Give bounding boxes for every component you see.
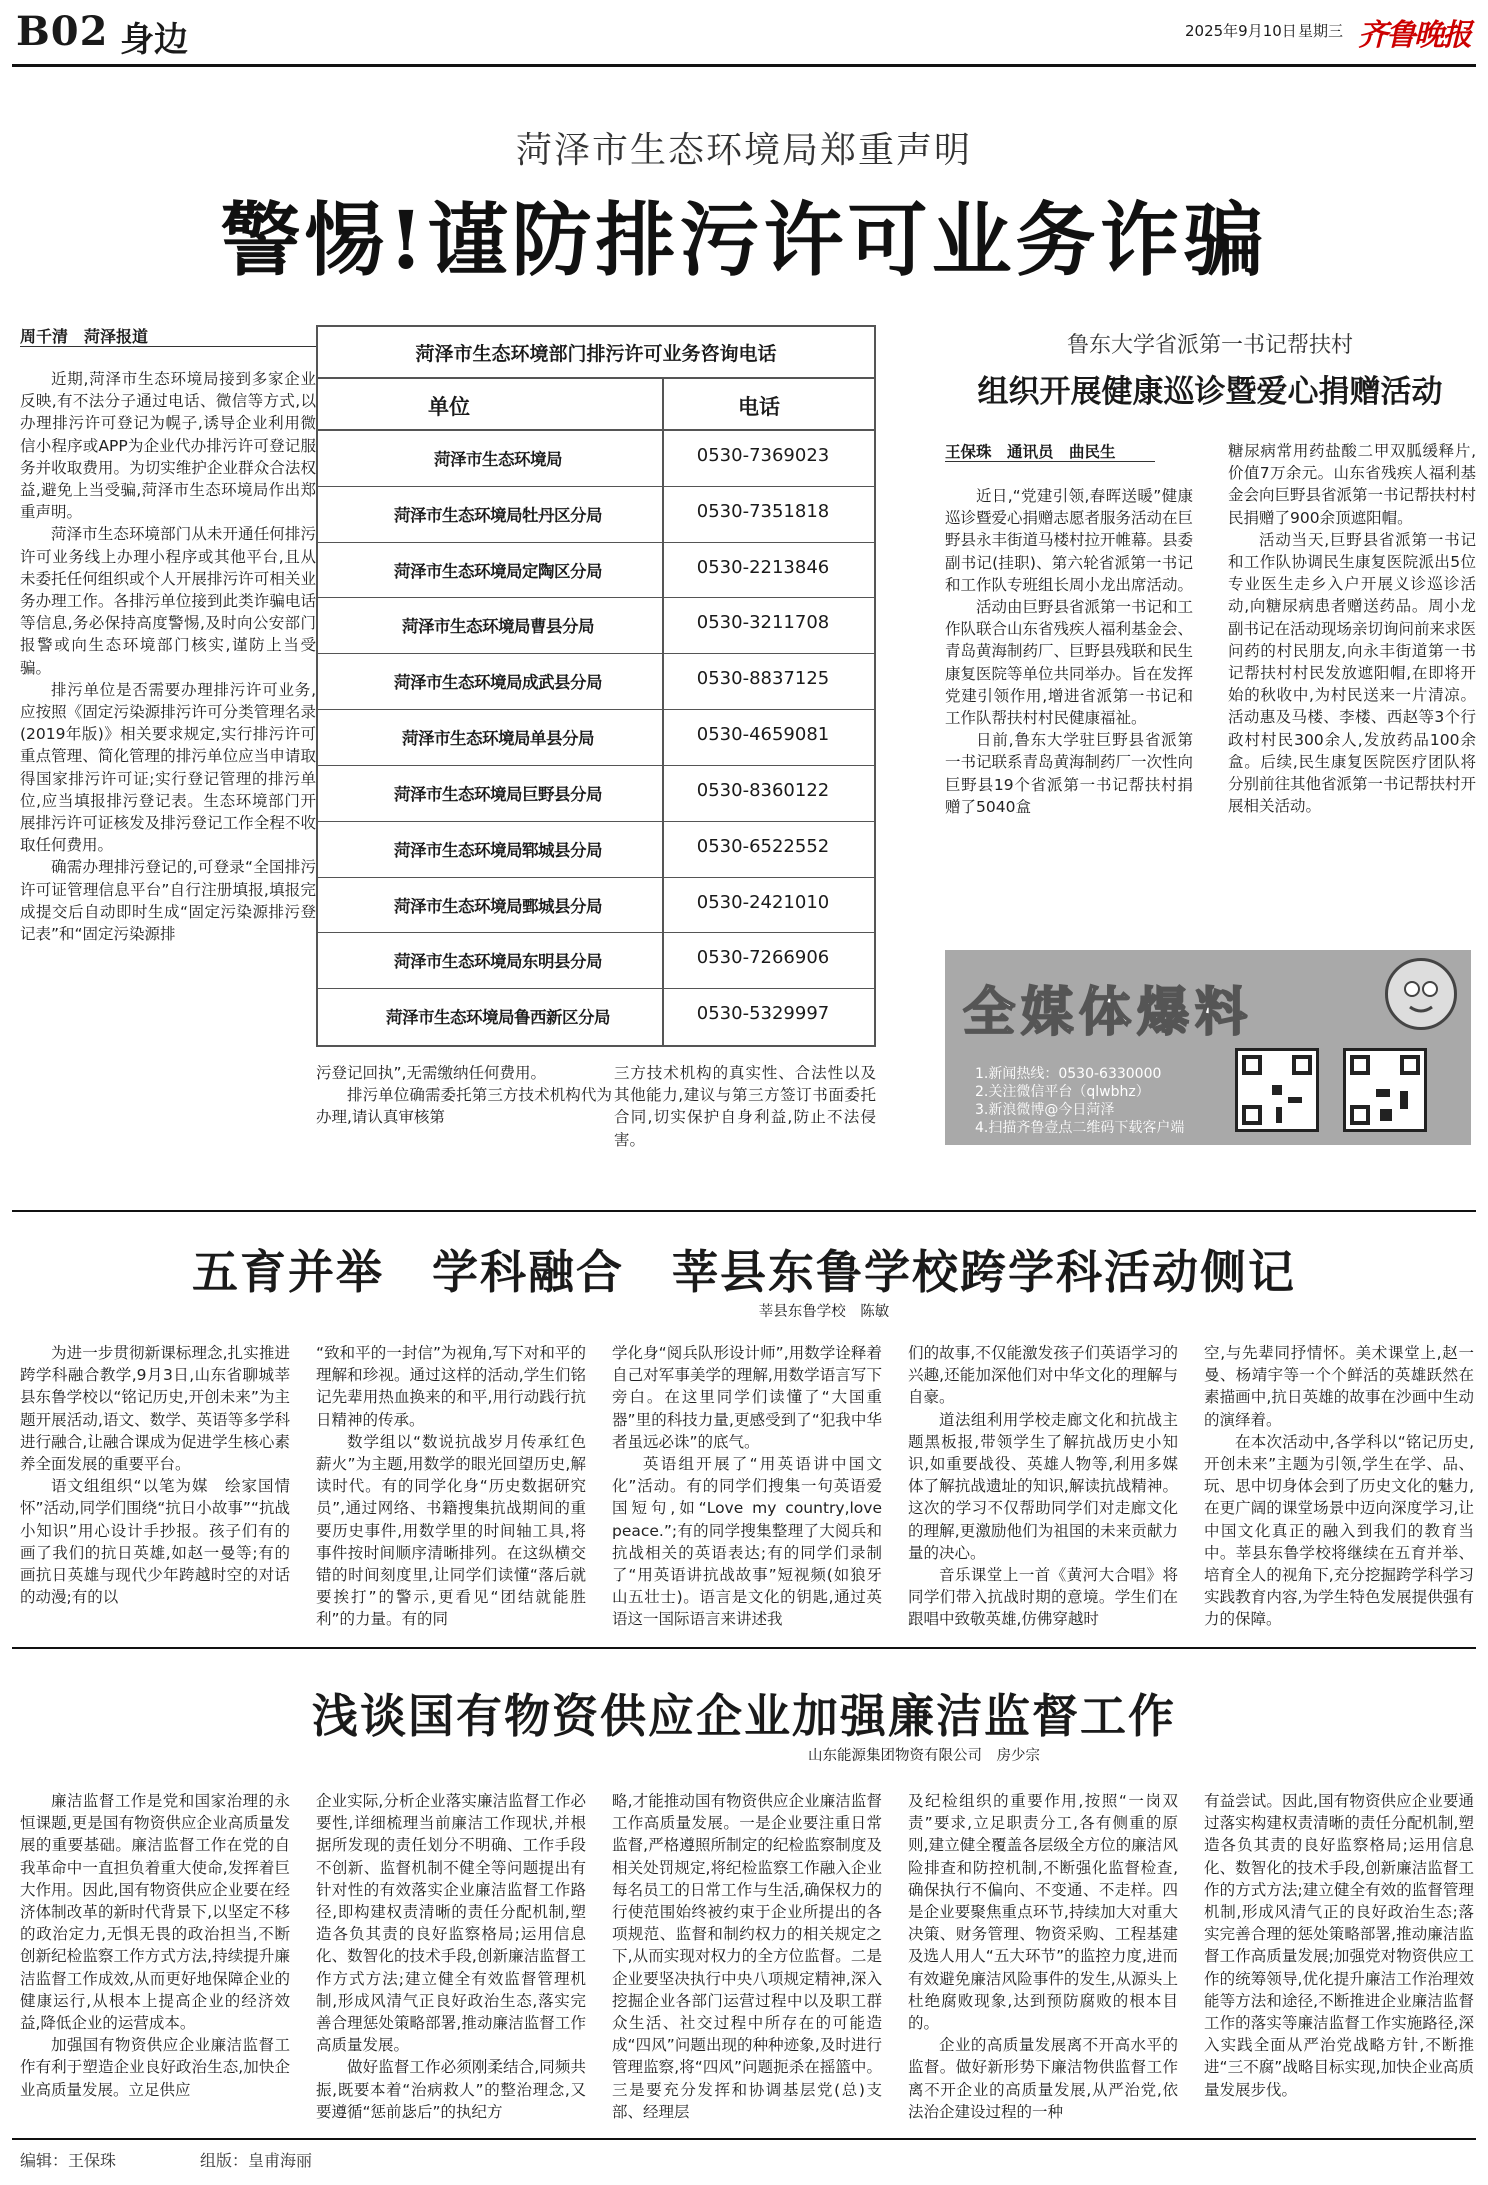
article1-title: 警惕!谨防排污许可业务诈骗 (220, 193, 1268, 287)
paragraph: 数学组以“数说抗战岁月传承红色薪火”为主题,用数学的眼光回望历史,解读时代。有的同学化身“历史数据研究员”,通过网络、书籍搜集抗战期间的重要历史事件,用数学里的时间轴工具,将事件按时间顺序清晰排列。在这纵横交错的时间刻度里,让同学们读懂“落后就要挨打”的警示,更看见“团结就能胜利”的力量。有的同 (316, 1432, 586, 1629)
qr-code-icon[interactable] (1343, 1048, 1427, 1132)
article2-kicker: 鲁东大学省派第一书记帮扶村 (1066, 333, 1353, 358)
paragraph: 英语组开展了“用英语讲中国文化”活动。有的同学们搜集一句英语爱国短句,如“Love my country,love peace.”;有的同学搜集整理了大阅兵和抗战相关的英语表达;有的同学们录制了“用英语讲抗战故事”短视频(如狼牙山五壮士)。语言是文化的钥匙,通过英语这一国际语言来讲述我 (612, 1455, 882, 1629)
phone-cell: 0530-4659081 (696, 724, 830, 746)
contact-phone-table (316, 325, 876, 1047)
table-row (318, 822, 874, 878)
paragraph: 道法组利用学校走廊文化和抗战主题黑板报,带领学生了解抗战历史小知识,如重要战役、英雄人物等,利用多媒体了解抗战遗址的知识,解读抗战精神。这次的学习不仅帮助同学们对走廊文化的理解,更激励他们为祖国的未来贡献力量的决心。 (908, 1410, 1178, 1562)
wechat-text: 2.关注微信平台（qlwbhz） (975, 1084, 1150, 1100)
section-name: 身边 (120, 20, 188, 60)
unit-cell: 菏泽市生态环境局鲁西新区分局 (386, 1008, 610, 1028)
paragraph: 略,才能推动国有物资供应企业廉洁监督工作高质量发展。一是企业要注重日常监督,严格遵照所制定的纪检监察制度及相关处罚规定,将纪检监察工作融入企业每名员工的日常工作与生活,确保权力的行使范围始终被约束于企业所提出的各项规范、监督和制约权力的相关规定之下,从而实现对权力的全方位监督。二是企业要坚决执行中央八项规定精神,深入挖掘企业各部门运营过程中以及职工群众生活、社交过程中所存在的可能造成“四风”问题出现的种种迹象,及时进行管理监察,将“四风”问题扼杀在摇篮中。三是要充分发挥和协调基层党(总)支部、经理层 (612, 1792, 882, 2121)
phone-cell: 0530-7351818 (696, 500, 830, 522)
app-download-text: 4.扫描齐鲁壹点二维码下载客户端 (975, 1120, 1185, 1136)
paragraph: 加强国有物资供应企业廉洁监督工作有利于塑造企业良好政治生态,加快企业高质量发展。立足供应 (20, 2036, 290, 2099)
byline-underline (20, 346, 318, 347)
phone-cell: 0530-5329997 (696, 1003, 830, 1025)
paragraph: 近期,菏泽市生态环境局接到多家企业反映,有不法分子通过电话、微信等方式,以办理排污许可登记为幌子,诱导企业利用微信小程序或APP为企业代办排污许可登记服务并收取费用。为切实维护企业群众合法权益,避免上当受骗,菏泽市生态环境局作出郑重声明。 (20, 370, 316, 522)
article4-column-3 (612, 1790, 882, 2130)
header-divider (12, 64, 1476, 67)
paragraph: 菏泽市生态环境部门从未开通任何排污许可业务线上办理小程序或其他平台,且从未委托任何组织或个人开展排污许可相关业务办理工作。各排污单位接到此类诈骗电话等信息,务必保持高度警惕,及时向公安部门报警或向生态环境部门核实,谨防上当受骗。 (20, 525, 316, 677)
issue-date: 2025年9月10日 (1185, 22, 1297, 40)
unit-cell: 菏泽市生态环境局 (434, 450, 562, 469)
paragraph: 廉洁监督工作是党和国家治理的永恒课题,更是国有物资供应企业高质量发展的重要基础。廉洁监督工作在党的自我革命中一直担负着重大使命,发挥着巨大作用。因此,国有物资供应企业要在经济体制改革的新时代背景下,以坚定不移的政治定力,无惧无畏的政治担当,不断创新纪检监察工作方式方法,持续提升廉洁监督工作成效,从而更好地保障企业的健康运行,从根本上提高企业的经济效益,降低企业的运营成本。 (20, 1792, 290, 2033)
article2-column-1 (945, 485, 1193, 921)
paragraph: 三方技术机构的真实性、合法性以及其他能力,建议与第三方签订书面委托合同,切实保护自身利益,防止不法侵害。 (614, 1064, 876, 1149)
table-row (318, 487, 874, 543)
unit-cell: 菏泽市生态环境局巨野县分局 (394, 784, 602, 804)
phone-cell: 0530-6522552 (696, 835, 830, 857)
article3-column-3 (612, 1342, 882, 1629)
paragraph: 在本次活动中,各学科以“铭记历史,开创未来”主题为引领,学生在学、品、玩、思中切身体会到了历史文化的魅力,在更广阔的课堂场景中迈向深度学习,让中国文化真正的融入到我们的教育当中。莘县东鲁学校将继续在五育并举、培育全人的视角下,充分挖掘跨学科学习实践教育内容,为学生特色发展提供强有力的保障。 (1204, 1432, 1474, 1629)
table-row (318, 710, 874, 766)
article3-column-1 (20, 1342, 290, 1607)
phone-cell: 0530-3211708 (696, 612, 830, 634)
issue-weekday: 星期三 (1298, 22, 1344, 40)
article4-column-1 (20, 1790, 290, 2130)
phone-cell: 0530-2213846 (696, 556, 830, 578)
article4-column-2 (316, 1790, 586, 2130)
article3-column-5 (1204, 1342, 1474, 1629)
paragraph: 企业实际,分析企业落实廉洁监督工作必要性,详细梳理当前廉洁工作现状,并根据所发现的责任划分不明确、工作手段不创新、监督机制不健全等问题提出有针对性的有效落实企业廉洁监督工作路径,即构建权责清晰的责任分配机制,塑造各负其责的良好监察格局;运用信息化、数智化的技术手段,创新廉洁监督工作方式方法;建立健全有效监督管理机制,形成风清气正良好政治生态,落实完善合理惩处策略部署,推动廉洁监督工作高质量发展。 (316, 1792, 586, 2055)
table-row (318, 431, 874, 487)
article3-column-2 (316, 1342, 586, 1629)
media-tipline-box (945, 950, 1471, 1145)
phone-cell: 0530-2421010 (696, 891, 830, 913)
article1-column-3 (614, 1062, 876, 1194)
page-number: B02 (16, 8, 109, 55)
article1-column-2 (316, 1062, 612, 1194)
table-row (318, 654, 874, 710)
article2-column-2 (1228, 440, 1476, 926)
article1-kicker: 菏泽市生态环境局郑重声明 (515, 130, 972, 171)
article4-column-5 (1204, 1790, 1474, 2130)
unit-cell: 菏泽市生态环境局成武县分局 (394, 673, 602, 693)
phone-cell: 0530-8360122 (696, 779, 830, 801)
newspaper-logo: 齐鲁晚报 (1358, 18, 1470, 53)
article4-byline: 山东能源集团物资有限公司 房少宗 (808, 1748, 1040, 1764)
unit-cell: 菏泽市生态环境局郓城县分局 (394, 840, 602, 860)
paragraph: 们的故事,不仅能激发孩子们英语学习的兴趣,还能加深他们对中华文化的理解与自豪。 (908, 1344, 1178, 1407)
unit-cell: 菏泽市生态环境局牡丹区分局 (394, 505, 602, 525)
article2-title: 组织开展健康巡诊暨爱心捐赠活动 (977, 374, 1443, 410)
paragraph: 排污单位确需委托第三方技术机构代为办理,请认真审核第 (316, 1086, 612, 1127)
article2-byline: 王保珠 通讯员 曲民生 (945, 443, 1116, 461)
phone-cell: 0530-7369023 (696, 445, 830, 466)
paragraph: 语文组组织“以笔为媒 绘家国情怀”活动,同学们围绕“抗日小故事”“抗战小知识”用心设计手抄报。孩子们有的画了我们的抗日英雄,如赵一曼等;有的画抗日英雄与现代少年跨越时空的对话的动漫;有的以 (20, 1477, 290, 1607)
article3-column-4 (908, 1342, 1178, 1629)
table-row (318, 989, 874, 1045)
media-contact-list (975, 1065, 1184, 1137)
paragraph: 污登记回执”,无需缴纳任何费用。 (316, 1064, 546, 1082)
table-row (318, 933, 874, 989)
paragraph: 近日,“党建引领,春晖送暖”健康巡诊暨爱心捐赠志愿者服务活动在巨野县永丰街道马楼村拉开帷幕。县委副书记(挂职)、第六轮省派第一书记和工作队专班组长周小龙出席活动。 (945, 487, 1194, 594)
article1-column-1 (20, 368, 316, 1204)
paragraph: 企业的高质量发展离不开高水平的监督。做好新形势下廉洁物供监督工作离不开企业的高质量发展,从严治党,依法治企建设过程的一种 (908, 2036, 1178, 2121)
article3-byline: 莘县东鲁学校 陈敏 (758, 1304, 890, 1320)
table-body (318, 431, 874, 1045)
section-divider (12, 1210, 1476, 1212)
media-box-title: 全媒体爆料 (963, 983, 1254, 1043)
article1-byline: 周千清 菏泽报道 (20, 327, 149, 346)
paragraph: 空,与先辈同抒情怀。美术课堂上,赵一曼、杨靖宇等一个个鲜活的英雄跃然在素描画中,抗日英雄的故事在沙画中生动的演绎着。 (1204, 1344, 1474, 1429)
table-row (318, 598, 874, 654)
unit-cell: 菏泽市生态环境局东明县分局 (394, 952, 602, 972)
qr-code-icon[interactable] (1235, 1048, 1319, 1132)
hotline-text: 1.新闻热线：0530-6330000 (975, 1066, 1162, 1082)
footer-divider (12, 2138, 1476, 2140)
paragraph: 及纪检组织的重要作用,按照“一岗双责”要求,立足职责分工,各有侧重的原则,建立健全覆盖各层级全方位的廉洁风险排查和防控机制,不断强化监督检查,确保执行不偏向、不变通、不走样。四是企业要聚焦重点环节,持续加大对重大决策、财务管理、物资采购、工程基建及选人用人“五大环节”的监控力度,进而有效避免廉洁风险事件的发生,从源头上杜绝腐败现象,达到预防腐败的根本目的。 (908, 1792, 1178, 2033)
table-header-row (318, 377, 874, 431)
table-title: 菏泽市生态环境部门排污许可业务咨询电话 (415, 343, 777, 365)
paragraph: 音乐课堂上一首《黄河大合唱》将同学们带入抗战时期的意境。学生们在跟唱中致敬英雄,仿佛穿越时 (908, 1566, 1178, 1629)
designer-credit: 组版：皇甫海丽 (200, 2151, 313, 2170)
paragraph: 活动由巨野县省派第一书记和工作队联合山东省残疾人福利基金会、青岛黄海制药厂、巨野县残联和民生康复医院等单位共同举办。旨在发挥党建引领作用,增进省派第一书记和工作队帮扶村村民健康福祉。 (945, 598, 1194, 728)
paragraph: 为进一步贯彻新课标理念,扎实推进跨学科融合教学,9月3日,山东省聊城莘县东鲁学校以“铭记历史,开创未来”为主题开展活动,语文、数学、英语等多学科进行融合,让融合课成为促进学生核心素养全面发展的重要平台。 (20, 1344, 290, 1474)
phone-cell: 0530-7266906 (696, 947, 830, 969)
unit-cell: 菏泽市生态环境局鄄城县分局 (394, 896, 602, 916)
paragraph: 排污单位是否需要办理排污许可业务,应按照《固定污染源排污许可分类管理名录(2019年版)》相关要求规定,实行排污许可重点管理、简化管理的排污单位应当申请取得国家排污许可证;实行登记管理的排污单位,应当填报排污登记表。生态环境部门开展排污许可证核发及排污登记工作全程不收取任何费用。 (20, 680, 316, 855)
editor-credit: 编辑：王保珠 (20, 2151, 117, 2170)
article3-title: 五育并举 学科融合 莘县东鲁学校跨学科活动侧记 (192, 1245, 1296, 1299)
paragraph: “致和平的一封信”为视角,写下对和平的理解和珍视。通过这样的活动,学生们铭记先辈用热血换来的和平,用行动践行抗日精神的传承。 (316, 1344, 586, 1429)
column-header-unit: 单位 (428, 395, 470, 419)
table-row (318, 766, 874, 822)
paragraph: 有益尝试。因此,国有物资供应企业要通过落实构建权责清晰的责任分配机制,塑造各负其责的良好监察格局;运用信息化、数智化的技术手段,创新廉洁监督工作的方式方法;建立健全有效的监督管理机制,形成风清气正的良好政治生态;落实完善合理的惩处策略部署,推动廉洁监督工作高质量发展;加强党对物资供应工作的统筹领导,优化提升廉洁工作治理效能等方法和途径,不断推进企业廉洁监督工作的落实等廉洁监督工作实施路径,深入实践全面从严治党战略方针,不断推进“三不腐”战略目标实现,加快企业高质量发展步伐。 (1204, 1792, 1474, 2099)
article4-column-4 (908, 1790, 1178, 2130)
section-divider (12, 1647, 1476, 1649)
unit-cell: 菏泽市生态环境局定陶区分局 (394, 561, 602, 581)
mascot-icon (1385, 958, 1457, 1030)
article4-title: 浅谈国有物资供应企业加强廉洁监督工作 (312, 1689, 1176, 1743)
table-row (318, 543, 874, 599)
paragraph: 确需办理排污登记的,可登录“全国排污许可证管理信息平台”自行注册填报,填报完成提交后自动即时生成“固定污染源排污登记表”和“固定污染源排 (20, 858, 316, 944)
column-header-phone: 电话 (738, 395, 780, 419)
paragraph: 日前,鲁东大学驻巨野县省派第一书记联系青岛黄海制药厂一次性向巨野县19个省派第一书记帮扶村捐赠了5040盒 (945, 731, 1194, 816)
phone-cell: 0530-8837125 (696, 668, 830, 690)
unit-cell: 菏泽市生态环境局单县分局 (402, 729, 594, 749)
paragraph: 活动当天,巨野县省派第一书记和工作队协调民生康复医院派出5位专业医生走乡入户开展义诊巡诊活动,向糖尿病患者赠送药品。周小龙副书记在活动现场亲切询问前来求医问药的村民朋友,向永丰街道第一书记帮扶村村民发放遮阳帽,在即将开始的秋收中,为村民送来一片清凉。活动惠及马楼、李楼、西赵等3个行政村村民300余人,发放药品100余盒。后续,民生康复医院医疗团队将分别前往其他省派第一书记帮扶村开展相关活动。 (1228, 530, 1477, 816)
byline-underline (945, 461, 1155, 462)
paragraph: 做好监督工作必须刚柔结合,同频共振,既要本着“治病救人”的整治理念,又要遵循“惩前毖后”的执纪方 (316, 2058, 586, 2121)
paragraph: 学化身“阅兵队形设计师”,用数学诠释着自己对军事美学的理解,用数学语言写下旁白。在这里同学们读懂了“大国重器”里的科技力量,更感受到了“犯我中华者虽远必诛”的底气。 (612, 1344, 882, 1451)
table-row (318, 878, 874, 934)
paragraph: 糖尿病常用药盐酸二甲双胍缓释片,价值7万余元。山东省残疾人福利基金会向巨野县省派第一书记帮扶村村民捐赠了900余顶遮阳帽。 (1228, 442, 1477, 527)
unit-cell: 菏泽市生态环境局曹县分局 (402, 617, 594, 637)
weibo-text: 3.新浪微博@今日菏泽 (975, 1102, 1115, 1118)
